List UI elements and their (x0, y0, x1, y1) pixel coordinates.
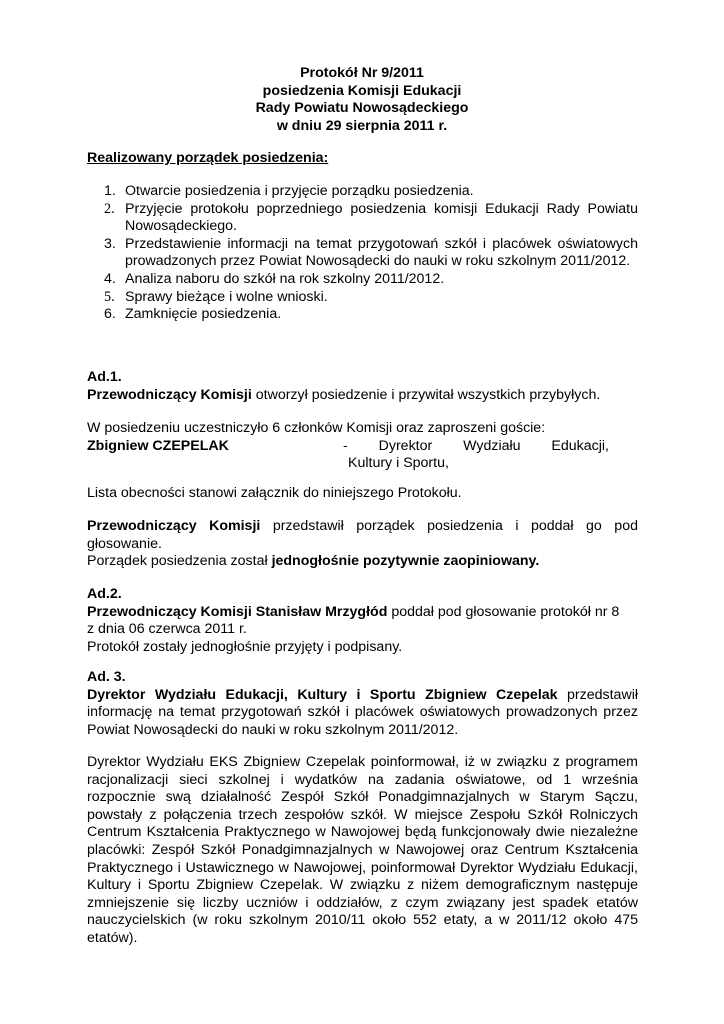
attendance-list-note (87, 485, 638, 503)
order-vote (87, 518, 638, 571)
agenda-item-text: Przedstawienie informacji na temat przygotowań szkół i placówek oświatowych prowadzonych przez Powiat Nowosądecki do nauki w roku szkolnym 2011/2012. (125, 235, 638, 270)
agenda-list (87, 183, 638, 324)
agenda-item-text: Analiza naboru do szkół na rok szkolny 2011/2012. (125, 270, 445, 287)
agenda-item (87, 201, 638, 236)
ad1-opening-text: otworzył posiedzenie i przywitał wszystkich przybyłych. (251, 386, 601, 403)
director-name: Dyrektor Wydziału Edukacji, Kultury i Sportu Zbigniew Czepelak (87, 686, 558, 703)
attendance-text: W posiedzeniu uczestniczyło 6 członków Komisji oraz zaproszeni goście: (87, 420, 546, 436)
order-result (87, 553, 638, 571)
ad2-vote-text: poddał pod głosowanie protokół nr 8 z dnia 06 czerwca 2011 r. (87, 603, 620, 638)
agenda-item-text: Przyjęcie protokołu poprzedniego posiedzenia komisji Edukacji Rady Powiatu Nowosądeckiego. (125, 200, 638, 235)
order-result-bold: jednogłośnie pozytywnie zaopiniowany. (271, 553, 540, 570)
guest-name: Zbigniew CZEPELAK (87, 437, 229, 454)
guest-role-line: Kultury i Sportu, (348, 455, 449, 472)
title-line: posiedzenia Komisji Edukacji (262, 82, 462, 99)
agenda-item-text: Zamknięcie posiedzenia. (125, 306, 282, 323)
agenda-item (87, 271, 638, 289)
agenda-item-text: Sprawy bieżące i wolne wnioski. (125, 288, 328, 305)
agenda-item (87, 236, 638, 271)
ad2-section (87, 586, 638, 656)
ad2-vote (87, 604, 638, 639)
section-heading: Ad.2. (87, 586, 122, 602)
section-heading: Ad.1. (87, 369, 122, 385)
guest-entry (87, 438, 638, 474)
agenda-item-number: 4. (104, 270, 116, 287)
title-line: Protokół Nr 9/2011 (300, 65, 424, 81)
chair-name: Przewodniczący Komisji (87, 386, 252, 403)
section-heading: Ad. 3. (87, 669, 126, 685)
agenda-heading-text: Realizowany porządek posiedzenia: (87, 150, 329, 166)
chair-name: Przewodniczący Komisji Stanisław Mrzygłód (87, 603, 388, 620)
agenda-item-text: Otwarcie posiedzenia i przyjęcie porządku posiedzenia. (125, 183, 474, 199)
guest-role-line: - Dyrektor Wydziału Edukacji, (343, 437, 609, 454)
order-result-prefix: Porządek posiedzenia został (87, 553, 272, 570)
ad3-section (87, 669, 638, 739)
agenda-item-number: 6. (104, 306, 116, 323)
attendance-list-text: Lista obecności stanowi załącznik do niniejszego Protokołu. (87, 485, 462, 501)
ad3-intro-text: przedstawił informację na temat przygotowań szkół i placówek oświatowych prowadzonych przez Powiat Nowosądecki do nauki w roku szkolnym 2011/2012. (87, 686, 638, 738)
document-title (0, 65, 724, 135)
agenda-item-number: 5. (104, 288, 115, 305)
agenda-heading (87, 150, 638, 168)
title-line: w dniu 29 sierpnia 2011 r. (276, 117, 448, 134)
agenda-item (87, 306, 638, 324)
chair-name: Przewodniczący Komisji (87, 518, 261, 534)
agenda-item (87, 289, 638, 307)
ad1-attendance (87, 420, 638, 474)
title-line: Rady Powiatu Nowosądeckiego (255, 100, 469, 117)
ad2-result: Protokół zostały jednogłośnie przyjęty i podpisany. (87, 638, 403, 655)
ad1-section (87, 369, 638, 404)
order-vote-text (87, 518, 638, 553)
ad3-intro (87, 687, 638, 740)
agenda-item-number: 2. (104, 200, 115, 217)
ad1-opening (87, 387, 638, 405)
order-vote-rest: przedstawił porządek posiedzenia i poddał go pod głosowanie. (87, 518, 638, 552)
agenda-item (87, 183, 638, 201)
guest-role (343, 438, 609, 473)
agenda-item-number: 3. (104, 235, 116, 252)
ad3-paragraph: Dyrektor Wydziału EKS Zbigniew Czepelak poinformował, iż w związku z programem racjonalizacji sieci szkolnej i wydatków na zadania oświatowe, od 1 września rozpocznie swą działalność Zespół Szkół Ponadgimnazjalnych w Starym Sączu, powstały z połączenia trzech zespołów szkół. W miejsce Zespołu Szkół Rolniczych Centrum Kształcenia Praktycznego w Nawojowej będą funkcjonowały dwie niezależne placówki: Zespół Szkół Ponadgimnazjalnych w Nawojowej oraz Centrum Kształcenia Praktycznego i Ustawicznego w Nawojowej, poinformował Dyrektor Wydziału Edukacji, Kultury i Sportu Zbigniew Czepelak. W związku z niżem demograficznym następuje zmniejszenie się liczby uczniów i oddziałów, z czym związany jest spadek etatów nauczycielskich (w roku szkolnym 2010/11 około 552 etaty, a w 2011/12 około 475 etatów). (87, 754, 638, 946)
agenda-item-number: 1. (104, 183, 116, 199)
